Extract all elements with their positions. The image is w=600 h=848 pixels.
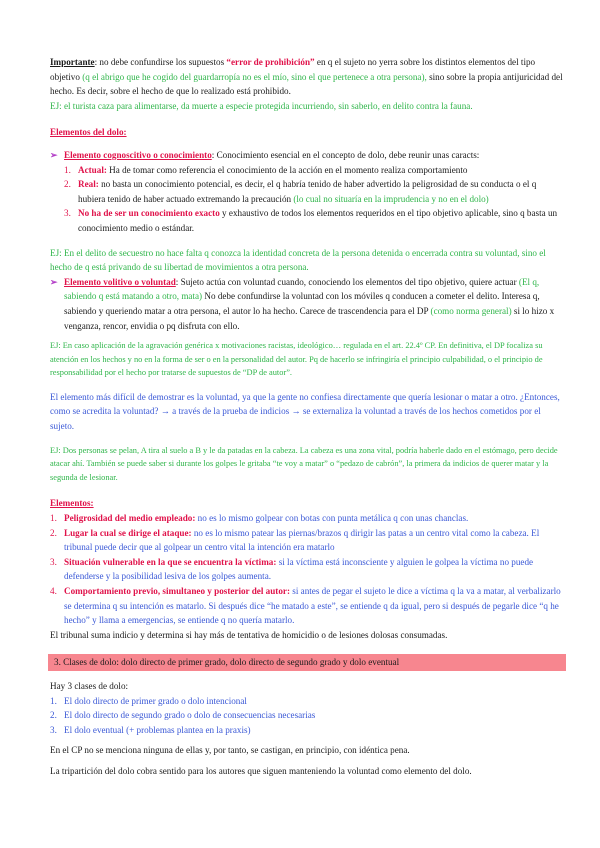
item-label: Peligrosidad del medio empleado:: [64, 513, 196, 524]
volitivo-text-c: si lo hizo x venganza, rencor, envidia o pq disfruta con ello.: [64, 305, 555, 331]
volitivo-text-b: No debe confundirse la voluntad con los móviles q conducen a cometer el delito. Interesa q, sabiendo y queriendo matar a otra persona, el autor lo ha hecho. Carece de trascendencia para el DP: [64, 291, 540, 316]
section-heading-clases-dolo: 3. Clases de dolo: dolo directo de primer grado, dolo directo de segundo grado y dolo eventual: [48, 654, 566, 671]
item-text: no es lo mismo patear las piernas/brazos q dirigir las patas a un centro vital como la cabeza. El tribunal puede decir que al golpear un centro vital la intención era matarlo: [64, 527, 540, 553]
importante-label: Importante: [50, 57, 95, 67]
clases-list: [50, 694, 564, 738]
volitivo-paren-2: (como norma general): [430, 305, 512, 316]
list-number: 1.: [64, 164, 71, 175]
item-text: si la víctima está inconsciente y alguien le golpea la víctima no puede defenderse y la posibilidad lesiva de los golpes aumenta.: [64, 556, 534, 582]
item-text: El dolo eventual (+ problemas plantea en la praxis): [64, 724, 251, 735]
list-number: 3.: [50, 724, 57, 735]
list-item: [64, 206, 564, 235]
elementos-list: [50, 511, 564, 628]
arrow-bullet-icon: ➢: [50, 276, 58, 287]
list-number: 3.: [64, 208, 71, 219]
item-text: si antes de pegar el sujeto le dice a víctima q la va a matar, al verbalizarlo se determina q su intención es matarlo. Si después dice “he matado a este”, se entiende q da igual, pero si después de pegarle dice “q he hecho” y llama a emergencias, se entiende q no quería matarlo.: [64, 586, 561, 626]
list-item: [50, 584, 564, 628]
item-label: Actual:: [78, 164, 107, 175]
volitivo-ej: EJ: En caso aplicación de la agravación genérica x motivaciones racistas, ideológico… regulada en el art. 22.4º CP. En definitiva, el DP focaliza su atención en los hechos y no en la forma de ser o en la personalidad del autor. Pq de hacerlo se infringiría el principio culpabilidad, o el principio de responsabilidad por el hecho por tratarse de supuestos de “DP de autor”.: [50, 341, 543, 378]
list-item: [50, 708, 564, 723]
intro-example: (q el abrigo que he cogido del guardarropía no es el mío, sino el que pertenece a otra persona),: [82, 71, 427, 82]
elementos-closing: El tribunal suma indicio y determina si hay más de tentativa de homicidio o de lesiones dolosas consumadas.: [50, 629, 448, 640]
item-text: no es lo mismo golpear con botas con punta metálica q con unas chanclas.: [195, 513, 469, 524]
cognoscitivo-text: : Conocimiento esencial en el concepto de dolo, debe reunir unas caracts:: [211, 149, 480, 160]
item-label: Lugar la cual se dirige el ataque:: [64, 527, 192, 538]
volitivo-label: Elemento volitivo o voluntad: [64, 276, 176, 287]
list-item: [50, 526, 564, 555]
list-item: [50, 511, 564, 526]
list-item: [64, 177, 564, 206]
intro-text-c: sino sobre la propia antijuricidad del hecho. Es decir, sobre el hecho de que lo realizado está prohibido.: [50, 71, 563, 97]
item-text: Ha de tomar como referencia el conocimiento de la acción en el momento realiza comportamiento: [106, 164, 468, 175]
cognoscitivo-list: [50, 163, 564, 236]
volitivo-text-a: : Sujeto actúa con voluntad cuando, conociendo los elementos del tipo objetivo, quiere actuar: [175, 276, 519, 287]
error-prohibicion-term: “error de prohibición”: [226, 57, 315, 67]
cognoscitivo-label: Elemento cognoscitivo o conocimiento: [64, 149, 212, 160]
arrow-bullet-icon: ➢: [50, 149, 58, 160]
intro-text-a: : no debe confundirse los supuestos: [94, 57, 227, 67]
item-extra: (lo cual no situaría en la imprudencia y no en el dolo): [293, 193, 489, 204]
section-title-elementos: Elementos:: [50, 498, 94, 509]
item-label: No ha de ser un conocimiento exacto: [78, 208, 220, 219]
volitivo-paren-1: (El q, sabiendo q está matando a otro, mata): [64, 276, 540, 302]
cognoscitivo-ej: EJ: En el delito de secuestro no hace falta q conozca la identidad concreta de la persona detenida o encerrada contra su voluntad, sino el hecho de q está privando de su libertad de movimientos a otra persona.: [50, 247, 546, 273]
list-item: [64, 163, 564, 178]
list-item: [50, 555, 564, 584]
clases-paragraph-1: En el CP no se menciona ninguna de ellas y, por tanto, se castigan, en principio, con idéntica pena.: [50, 745, 410, 756]
voluntad-blue-paragraph: El elemento más difícil de demostrar es la voluntad, ya que la gente no confiesa directamente que quería lesionar o matar a otro. ¿Entonces, como se acredita la voluntad? → a través de la prueba de indicios → se externaliza la voluntad a través de los hechos cometidos por el sujeto.: [50, 391, 560, 432]
clases-paragraph-2: La tripartición del dolo cobra sentido para los autores que siguen manteniendo la voluntad como elemento del dolo.: [50, 765, 472, 776]
item-label: Situación vulnerable en la que se encuentra la víctima:: [64, 556, 277, 567]
item-text: El dolo directo de primer grado o dolo intencional: [64, 695, 247, 706]
list-number: 2.: [50, 527, 57, 538]
list-item: [50, 694, 564, 709]
list-item: [50, 723, 564, 738]
cognoscitivo-bullet-row: [50, 148, 564, 163]
item-text: no basta un conocimiento potencial, es decir, el q habría tenido de haber advertido la peligrosidad de su conducta o el q hubiera tenido de haber actuado extremando la precaución: [78, 179, 537, 204]
list-number: 4.: [50, 586, 57, 596]
list-number: 1.: [50, 695, 57, 706]
list-number: 3.: [50, 556, 57, 567]
list-number: 1.: [50, 513, 57, 524]
list-number: 2.: [64, 179, 71, 190]
item-label: Comportamiento previo, simultaneo y posterior del autor:: [64, 586, 290, 596]
list-number: 2.: [50, 710, 57, 721]
clases-intro: Hay 3 clases de dolo:: [50, 680, 129, 691]
item-label: Real:: [78, 179, 99, 190]
section-title-elementos-dolo: Elementos del dolo:: [50, 127, 127, 138]
intro-ej: EJ: el turista caza para alimentarse, da muerte a especie protegida incurriendo, sin saberlo, en delito contra la fauna.: [50, 100, 473, 111]
intro-paragraph: [50, 55, 564, 99]
item-text: y exhaustivo de todos los elementos requeridos en el tipo objetivo aplicable, sino q basta un conocimiento medio o estándar.: [78, 208, 558, 233]
volitivo-bullet-row: [50, 275, 564, 333]
pelea-ej: EJ: Dos personas se pelan, A tira al suelo a B y le da patadas en la cabeza. La cabeza es una zona vital, podría haberle dado en el estómago, pero decide atacar ahí. También se puede saber si durante los golpes le gritaba “te voy a matar” o “pedazo de cabrón”, la primera da indicios de querer matar y la segunda de lesionar.: [50, 445, 558, 482]
intro-text-b: en q el sujeto no yerra sobre los distintos elementos del tipo objetivo: [50, 57, 536, 82]
item-text: El dolo directo de segundo grado o dolo de consecuencias necesarias: [64, 710, 316, 721]
